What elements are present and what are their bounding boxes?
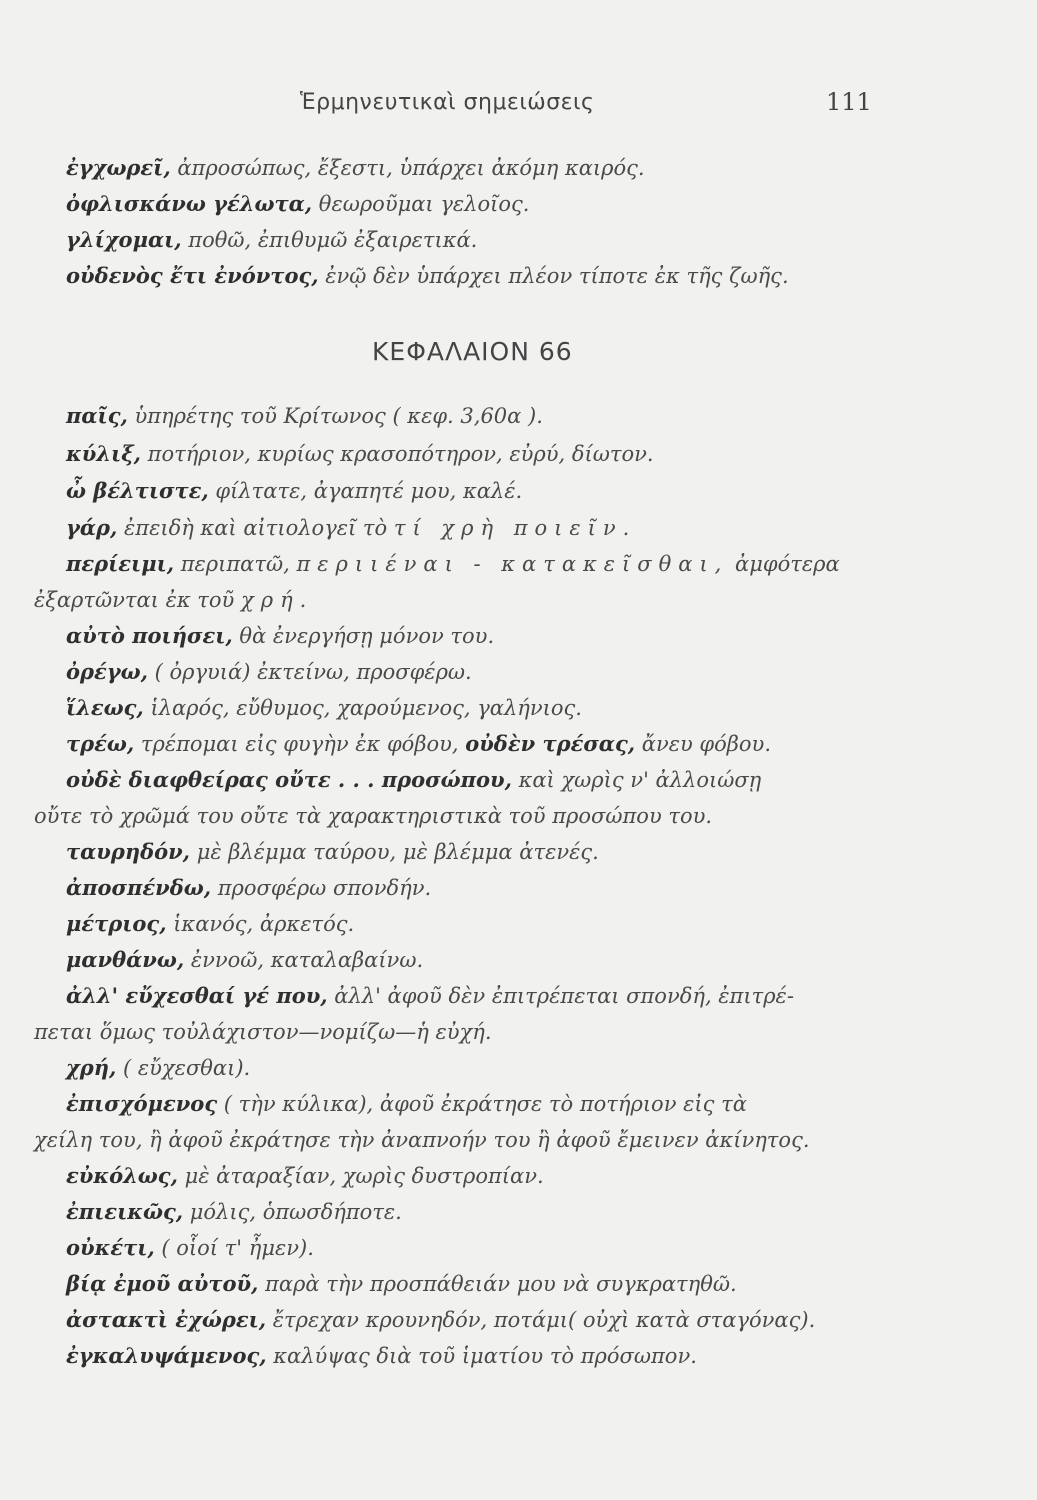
gloss-line — [34, 586, 313, 614]
gloss-term: κύλιξ, — [66, 441, 141, 466]
gloss-line — [66, 550, 840, 578]
page-number: 111 — [826, 88, 872, 116]
gloss-line — [66, 1270, 737, 1298]
gloss-definition: ( οἷοί τ' ἦμεν). — [161, 1236, 314, 1260]
gloss-term: οὐκέτι, — [66, 1235, 155, 1260]
gloss-definition: ἀλλ' ἀφοῦ δὲν ἐπιτρέπεται σπονδή, ἐπιτρέ- — [334, 984, 794, 1008]
gloss-term: αὐτὸ ποιήσει, — [66, 623, 233, 648]
gloss-line — [34, 1018, 492, 1046]
gloss-term: μανθάνω, — [66, 947, 185, 972]
gloss-line — [66, 402, 543, 430]
gloss-definition: ἐνῷ δὲν ὑπάρχει πλέον τίποτε ἐκ τῆς ζωῆς. — [325, 264, 789, 288]
gloss-line — [66, 766, 761, 794]
gloss-term: γάρ, — [66, 515, 118, 540]
gloss-definition: ἀμφότερα — [735, 552, 840, 576]
gloss-line — [66, 440, 654, 468]
gloss-term: γλίχομαι, — [66, 227, 182, 252]
gloss-term: ἀστακτὶ ἐχώρει, — [66, 1307, 267, 1332]
gloss-term: ἐγχωρεῖ, — [66, 155, 171, 180]
gloss-term: ὀρέγω, — [66, 659, 148, 684]
gloss-line — [66, 946, 423, 974]
gloss-definition: καλύψας διὰ τοῦ ἱματίου τὸ πρόσωπον. — [273, 1344, 697, 1368]
gloss-line — [34, 802, 712, 830]
gloss-term: ταυρηδόν, — [66, 839, 190, 864]
gloss-quoted-phrase: περιιέναι - κατακεῖσθαι, — [296, 552, 729, 576]
gloss-term: περίειμι, — [66, 551, 175, 576]
gloss-definition: παρὰ τὴν προσπάθειάν μου νὰ συγκρατηθῶ. — [265, 1272, 737, 1296]
gloss-line — [34, 1126, 810, 1154]
gloss-line — [66, 1162, 544, 1190]
gloss-term: μέτριος, — [66, 911, 167, 936]
gloss-line — [66, 622, 494, 650]
gloss-line — [66, 477, 522, 505]
gloss-line — [66, 1198, 402, 1226]
gloss-line — [66, 658, 472, 686]
gloss-term: χρή, — [66, 1055, 117, 1080]
gloss-line — [66, 190, 529, 218]
gloss-term: παῖς, — [66, 403, 128, 428]
gloss-line — [66, 1090, 747, 1118]
chapter-heading: ΚΕΦΑΛΑΙΟΝ 66 — [372, 337, 573, 366]
gloss-continuation: ἐξαρτῶνται ἐκ τοῦ — [34, 588, 235, 612]
gloss-quoted-phrase: χρή. — [241, 588, 314, 612]
gloss-term: τρέω, — [66, 731, 135, 756]
gloss-definition: ἱλαρός, εὔθυμος, χαρούμενος, γαλήνιος. — [150, 696, 582, 720]
gloss-line — [66, 1306, 815, 1334]
gloss-line — [66, 982, 794, 1010]
gloss-line — [66, 694, 582, 722]
gloss-definition: ἔτρεχαν κρουνηδόν, ποτάμι( οὐχὶ κατὰ σταγόνας). — [272, 1308, 816, 1332]
gloss-line — [66, 838, 599, 866]
gloss-line — [66, 730, 771, 758]
gloss-definition: ἱκανός, ἀρκετός. — [173, 912, 355, 936]
gloss-line — [66, 1342, 697, 1370]
gloss-term: εὐκόλως, — [66, 1163, 178, 1188]
gloss-line — [66, 226, 477, 254]
gloss-term: ἐγκαλυψάμενος, — [66, 1343, 267, 1368]
gloss-definition: ἐννοῶ, καταλαβαίνω. — [190, 948, 424, 972]
gloss-line — [66, 154, 645, 182]
gloss-definition: ἄνευ φόβου. — [641, 732, 771, 756]
gloss-line — [66, 1054, 250, 1082]
gloss-term: οὐδὲ διαφθείρας οὔτε . . . προσώπου, — [66, 767, 512, 792]
gloss-definition: ποθῶ, ἐπιθυμῶ ἐξαιρετικά. — [188, 228, 478, 252]
gloss-definition: ( ὀργυιά) ἐκτείνω, προσφέρω. — [154, 660, 472, 684]
gloss-definition: μὲ ἀταραξίαν, χωρὶς δυστροπίαν. — [184, 1164, 544, 1188]
running-head: Ἑρμηνευτικαὶ σημειώσεις — [300, 90, 595, 115]
gloss-definition: ὑπηρέτης τοῦ Κρίτωνος ( κεφ. 3,60α ). — [134, 404, 543, 428]
gloss-line — [66, 514, 636, 542]
gloss-term: οὐδὲν τρέσας, — [465, 731, 636, 756]
gloss-term: ἐπισχόμενος — [66, 1091, 218, 1116]
gloss-definition: ( τὴν κύλικα), ἀφοῦ ἐκράτησε τὸ ποτήριον εἰς τὰ — [223, 1092, 747, 1116]
gloss-continuation: χείλη του, ἢ ἀφοῦ ἐκράτησε τὴν ἀναπνοήν του ἢ ἀφοῦ ἔμεινεν ἀκίνητος. — [34, 1128, 810, 1152]
gloss-continuation: οὔτε τὸ χρῶμά του οὔτε τὰ χαρακτηριστικὰ τοῦ προσώπου του. — [34, 804, 713, 828]
gloss-continuation: πεται ὅμως τοὐλάχιστον—νομίζω—ἡ εὐχή. — [34, 1020, 492, 1044]
gloss-definition: ποτήριον, κυρίως κρασοπότηρον, εὐρύ, δίωτον. — [147, 442, 654, 466]
gloss-term: ἐπιεικῶς, — [66, 1199, 184, 1224]
gloss-term: ὦ βέλτιστε, — [66, 478, 209, 503]
gloss-term: ὀφλισκάνω γέλωτα, — [66, 191, 313, 216]
gloss-definition: ἀπροσώπως, ἔξεστι, ὑπάρχει ἀκόμη καιρός. — [177, 156, 645, 180]
gloss-definition: θεωροῦμαι γελοῖος. — [318, 192, 530, 216]
gloss-definition: προσφέρω σπονδήν. — [217, 876, 432, 900]
gloss-line — [66, 262, 789, 290]
gloss-term: ἵλεως, — [66, 695, 144, 720]
gloss-definition: μόλις, ὁπωσδήποτε. — [189, 1200, 402, 1224]
gloss-term: οὐδενὸς ἔτι ἐνόντος, — [66, 263, 319, 288]
gloss-term: βίᾳ ἐμοῦ αὐτοῦ, — [66, 1271, 259, 1296]
gloss-term: ἀποσπένδω, — [66, 875, 212, 900]
gloss-definition: θὰ ἐνεργήσῃ μόνον του. — [239, 624, 495, 648]
gloss-definition: καὶ χωρὶς ν' ἀλλοιώσῃ — [518, 768, 762, 792]
gloss-definition: μὲ βλέμμα ταύρου, μὲ βλέμμα ἀτενές. — [196, 840, 599, 864]
gloss-definition: περιπατῶ, — [180, 552, 290, 576]
gloss-line — [66, 1234, 314, 1262]
gloss-line — [66, 874, 431, 902]
gloss-definition: τρέπομαι εἰς φυγὴν ἐκ φόβου, — [140, 732, 459, 756]
gloss-definition: ( εὔχεσθαι). — [123, 1056, 251, 1080]
gloss-term: ἀλλ' εὔχεσθαί γέ που, — [66, 983, 328, 1008]
gloss-line — [66, 910, 354, 938]
gloss-definition: φίλτατε, ἀγαπητέ μου, καλέ. — [215, 479, 523, 503]
gloss-quoted-phrase: τί χρὴ ποιεῖν. — [393, 516, 637, 540]
gloss-definition: ἐπειδὴ καὶ αἰτιολογεῖ τὸ — [124, 516, 388, 540]
